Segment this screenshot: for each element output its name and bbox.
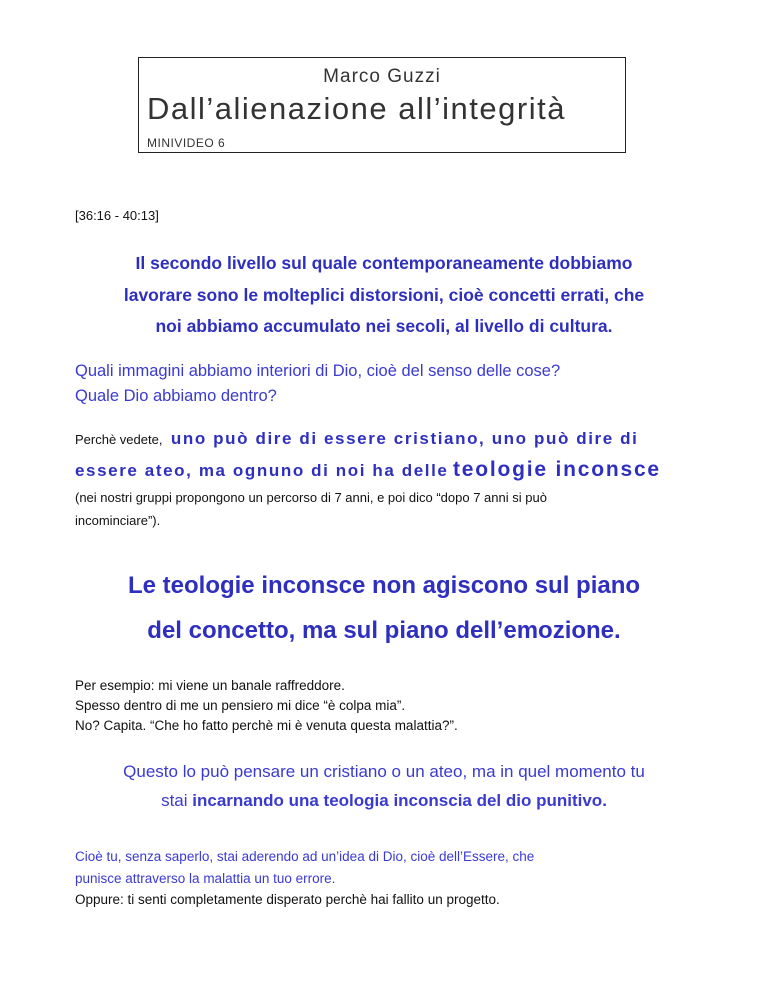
author-name: Marco Guzzi (323, 66, 441, 87)
question-line-1: Quali immagini abbiamo interiori di Dio, cioè del senso delle cose? (75, 362, 561, 380)
paragraph-3-line-2 (40, 791, 728, 811)
question-line-2: Quale Dio abbiamo dentro? (75, 387, 277, 405)
document-title: Dall’alienazione all’integrità (147, 91, 566, 126)
paragraph-3-lead: stai (161, 791, 188, 810)
title-box (138, 57, 626, 153)
paragraph-2-emphasis-big: teologie inconsce (452, 458, 661, 481)
paragraph-4-line-3: Oppure: ti senti completamente disperato perchè hai fallito un progetto. (75, 892, 500, 907)
paragraph-1-line-1: Il secondo livello sul quale contemporaneamente dobbiamo (135, 253, 633, 273)
paragraph-4-line-2: punisce attraverso la malattia un tuo errore. (75, 871, 336, 886)
note-line-1: (nei nostri gruppi propongono un percorso di 7 anni, e poi dico “dopo 7 anni si può (75, 490, 547, 505)
headline-line-1: Le teologie inconsce non agiscono sul piano (127, 572, 641, 599)
example-line-1: Per esempio: mi viene un banale raffreddore. (75, 678, 345, 693)
document-subtitle: MINIVIDEO 6 (147, 136, 226, 150)
paragraph-2-lead: Perchè vedete, (75, 432, 163, 447)
paragraph-2-emphasis-2: essere ateo, ma ognuno di noi ha delle (75, 461, 449, 480)
headline-line-2: del concetto, ma sul piano dell’emozione. (147, 617, 621, 644)
paragraph-4-line-1: Cioè tu, senza saperlo, stai aderendo ad un’idea di Dio, cioè dell’Essere, che (75, 849, 535, 864)
paragraph-1-line-2: lavorare sono le molteplici distorsioni, cioè concetti errati, che (123, 285, 645, 305)
paragraph-3-line-1: Questo lo può pensare un cristiano o un ateo, ma in quel momento tu (123, 762, 645, 781)
example-line-2: Spesso dentro di me un pensiero mi dice “è colpa mia”. (75, 698, 406, 713)
paragraph-1-line-3: noi abbiamo accumulato nei secoli, al livello di cultura. (155, 316, 613, 336)
note-line-2: incominciare”). (75, 513, 161, 528)
timestamp: [36:16 - 40:13] (75, 208, 159, 223)
paragraph-3-emphasis: incarnando una teologia inconscia del dio punitivo. (192, 791, 607, 810)
paragraph-2-emphasis-1: uno può dire di essere cristiano, uno può dire di (170, 429, 639, 448)
example-line-3: No? Capita. “Che ho fatto perchè mi è venuta questa malattia?”. (75, 718, 458, 733)
paragraph-2-line-2 (75, 458, 661, 482)
paragraph-2-line-1 (75, 429, 638, 449)
